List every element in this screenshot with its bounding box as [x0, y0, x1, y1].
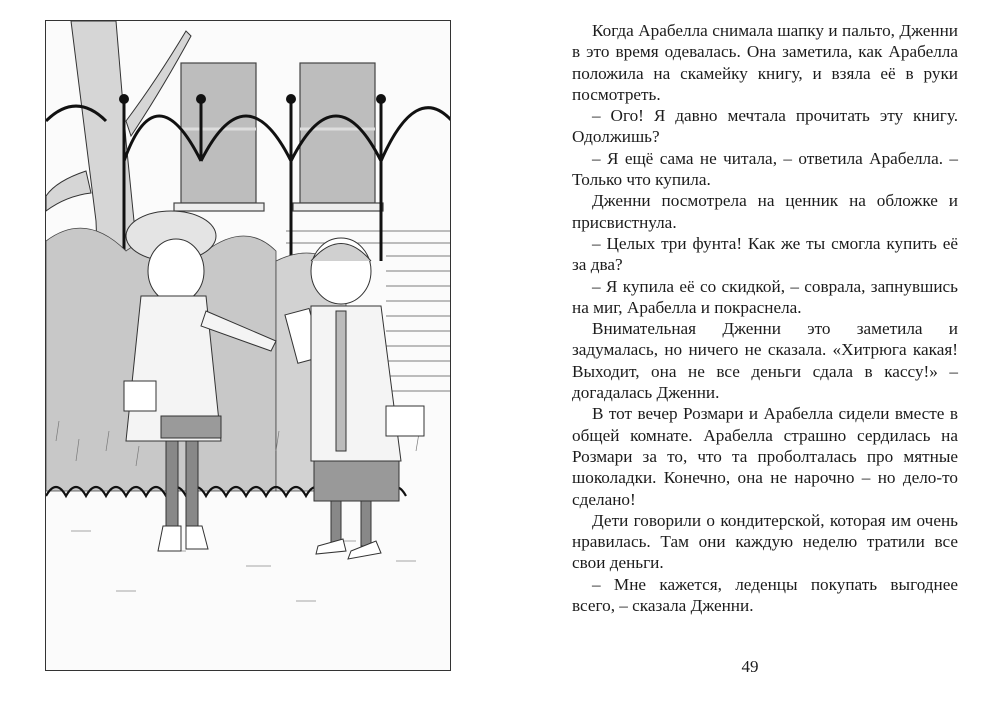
right-page [500, 0, 1000, 705]
paragraph: – Я ещё сама не читала, – ответила Арабелла. – Только что купила. [572, 148, 958, 190]
paragraph: Когда Арабелла снимала шапку и пальто, Дженни в это время одевалась. Она заметила, как Арабелла положила на скамейку книгу, и взяла её в руки посмотреть. [572, 21, 958, 104]
paragraph: Внимательная Дженни это заметила и задумалась, но ничего не сказала. «Хитрюга какая! Выходит, она не все деньги сдала в кассу!» – догадалась Дженни. [572, 319, 958, 403]
paragraph: – Мне кажется, леденцы покупать выгоднее всего, – сказала Дженни. [572, 574, 958, 616]
paragraph: – Ого! Я давно мечтала прочитать эту книгу. Одолжишь? [572, 106, 958, 147]
body-text [572, 20, 958, 616]
paragraph: – Я купила её со скидкой, – соврала, запнувшись на миг, Арабелла и покраснела. [572, 276, 958, 317]
illustration [46, 21, 451, 671]
paragraph: – Целых три фунта! Как же ты смогла купить её за два? [572, 233, 958, 275]
paragraph: Дети говорили о кондитерской, которая им очень нравилась. Там они каждую неделю тратили все свои деньги. [572, 510, 958, 573]
page-number: 49 [741, 657, 759, 676]
paragraph: Дженни посмотрела на ценник на обложке и присвистнула. [572, 191, 958, 232]
illustration-frame [45, 20, 451, 671]
paragraph: В тот вечер Розмари и Арабелла сидели вместе в общей комнате. Арабелла страшно сердилась на Розмари за то, что та проболталась про мятные шоколадки. Конечно, она не нарочно – но дело-то сделано! [572, 404, 958, 509]
